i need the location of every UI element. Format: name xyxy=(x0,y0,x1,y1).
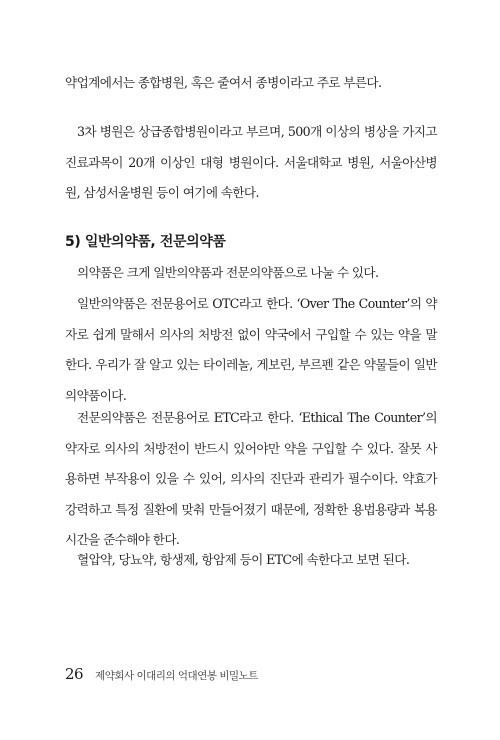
page-number: 26 xyxy=(65,665,84,683)
running-title: 제약회사 이대리의 억대연봉 비밀노트 xyxy=(95,670,258,682)
paragraph-etc: 전문의약품은 전문용어로 ETC라고 한다. ‘Ethical The Counter’의 약자로 의사의 처방전이 반드시 있어야만 약을 구입할 수 있다. 잘못 사용하면 부작용이 있을 수 있어, 의사의 진단과 관리가 필수이다. 약효가 강력하고 특정 질환에 맞춰 만들어졌기 때문에, 정확한 용법용량과 복용 시간을 준수해야 한다. xyxy=(65,410,437,547)
paragraph-general-hospital-nickname: 약업계에서는 종합병원, 혹은 줄여서 종병이라고 주로 부른다. xyxy=(65,75,382,90)
paragraph-tertiary-hospital: 3차 병원은 상급종합병원이라고 부르며, 500개 이상의 병상을 가지고 진료과목이 20개 이상인 대형 병원이다. 서울대학교 병원, 서울아산병원, 삼성서울병원 등이 여기에 속한다. xyxy=(65,124,437,200)
paragraph-otc: 일반의약품은 전문용어로 OTC라고 한다. ‘Over The Counter’의 약자로 쉽게 말해서 의사의 처방전 없이 약국에서 구입할 수 있는 약을 말한다. 우리가 잘 알고 있는 타이레놀, 게보린, 부르펜 같은 약물들이 일반의약품이다. xyxy=(65,296,437,403)
page-footer xyxy=(65,665,258,683)
paragraph-drug-categories: 의약품은 크게 일반의약품과 전문의약품으로 나눌 수 있다. xyxy=(77,265,379,280)
paragraph-etc-examples: 혈압약, 당뇨약, 항생제, 항암제 등이 ETC에 속한다고 보면 된다. xyxy=(77,552,410,567)
section-heading: 5) 일반의약품, 전문의약품 xyxy=(65,234,226,250)
